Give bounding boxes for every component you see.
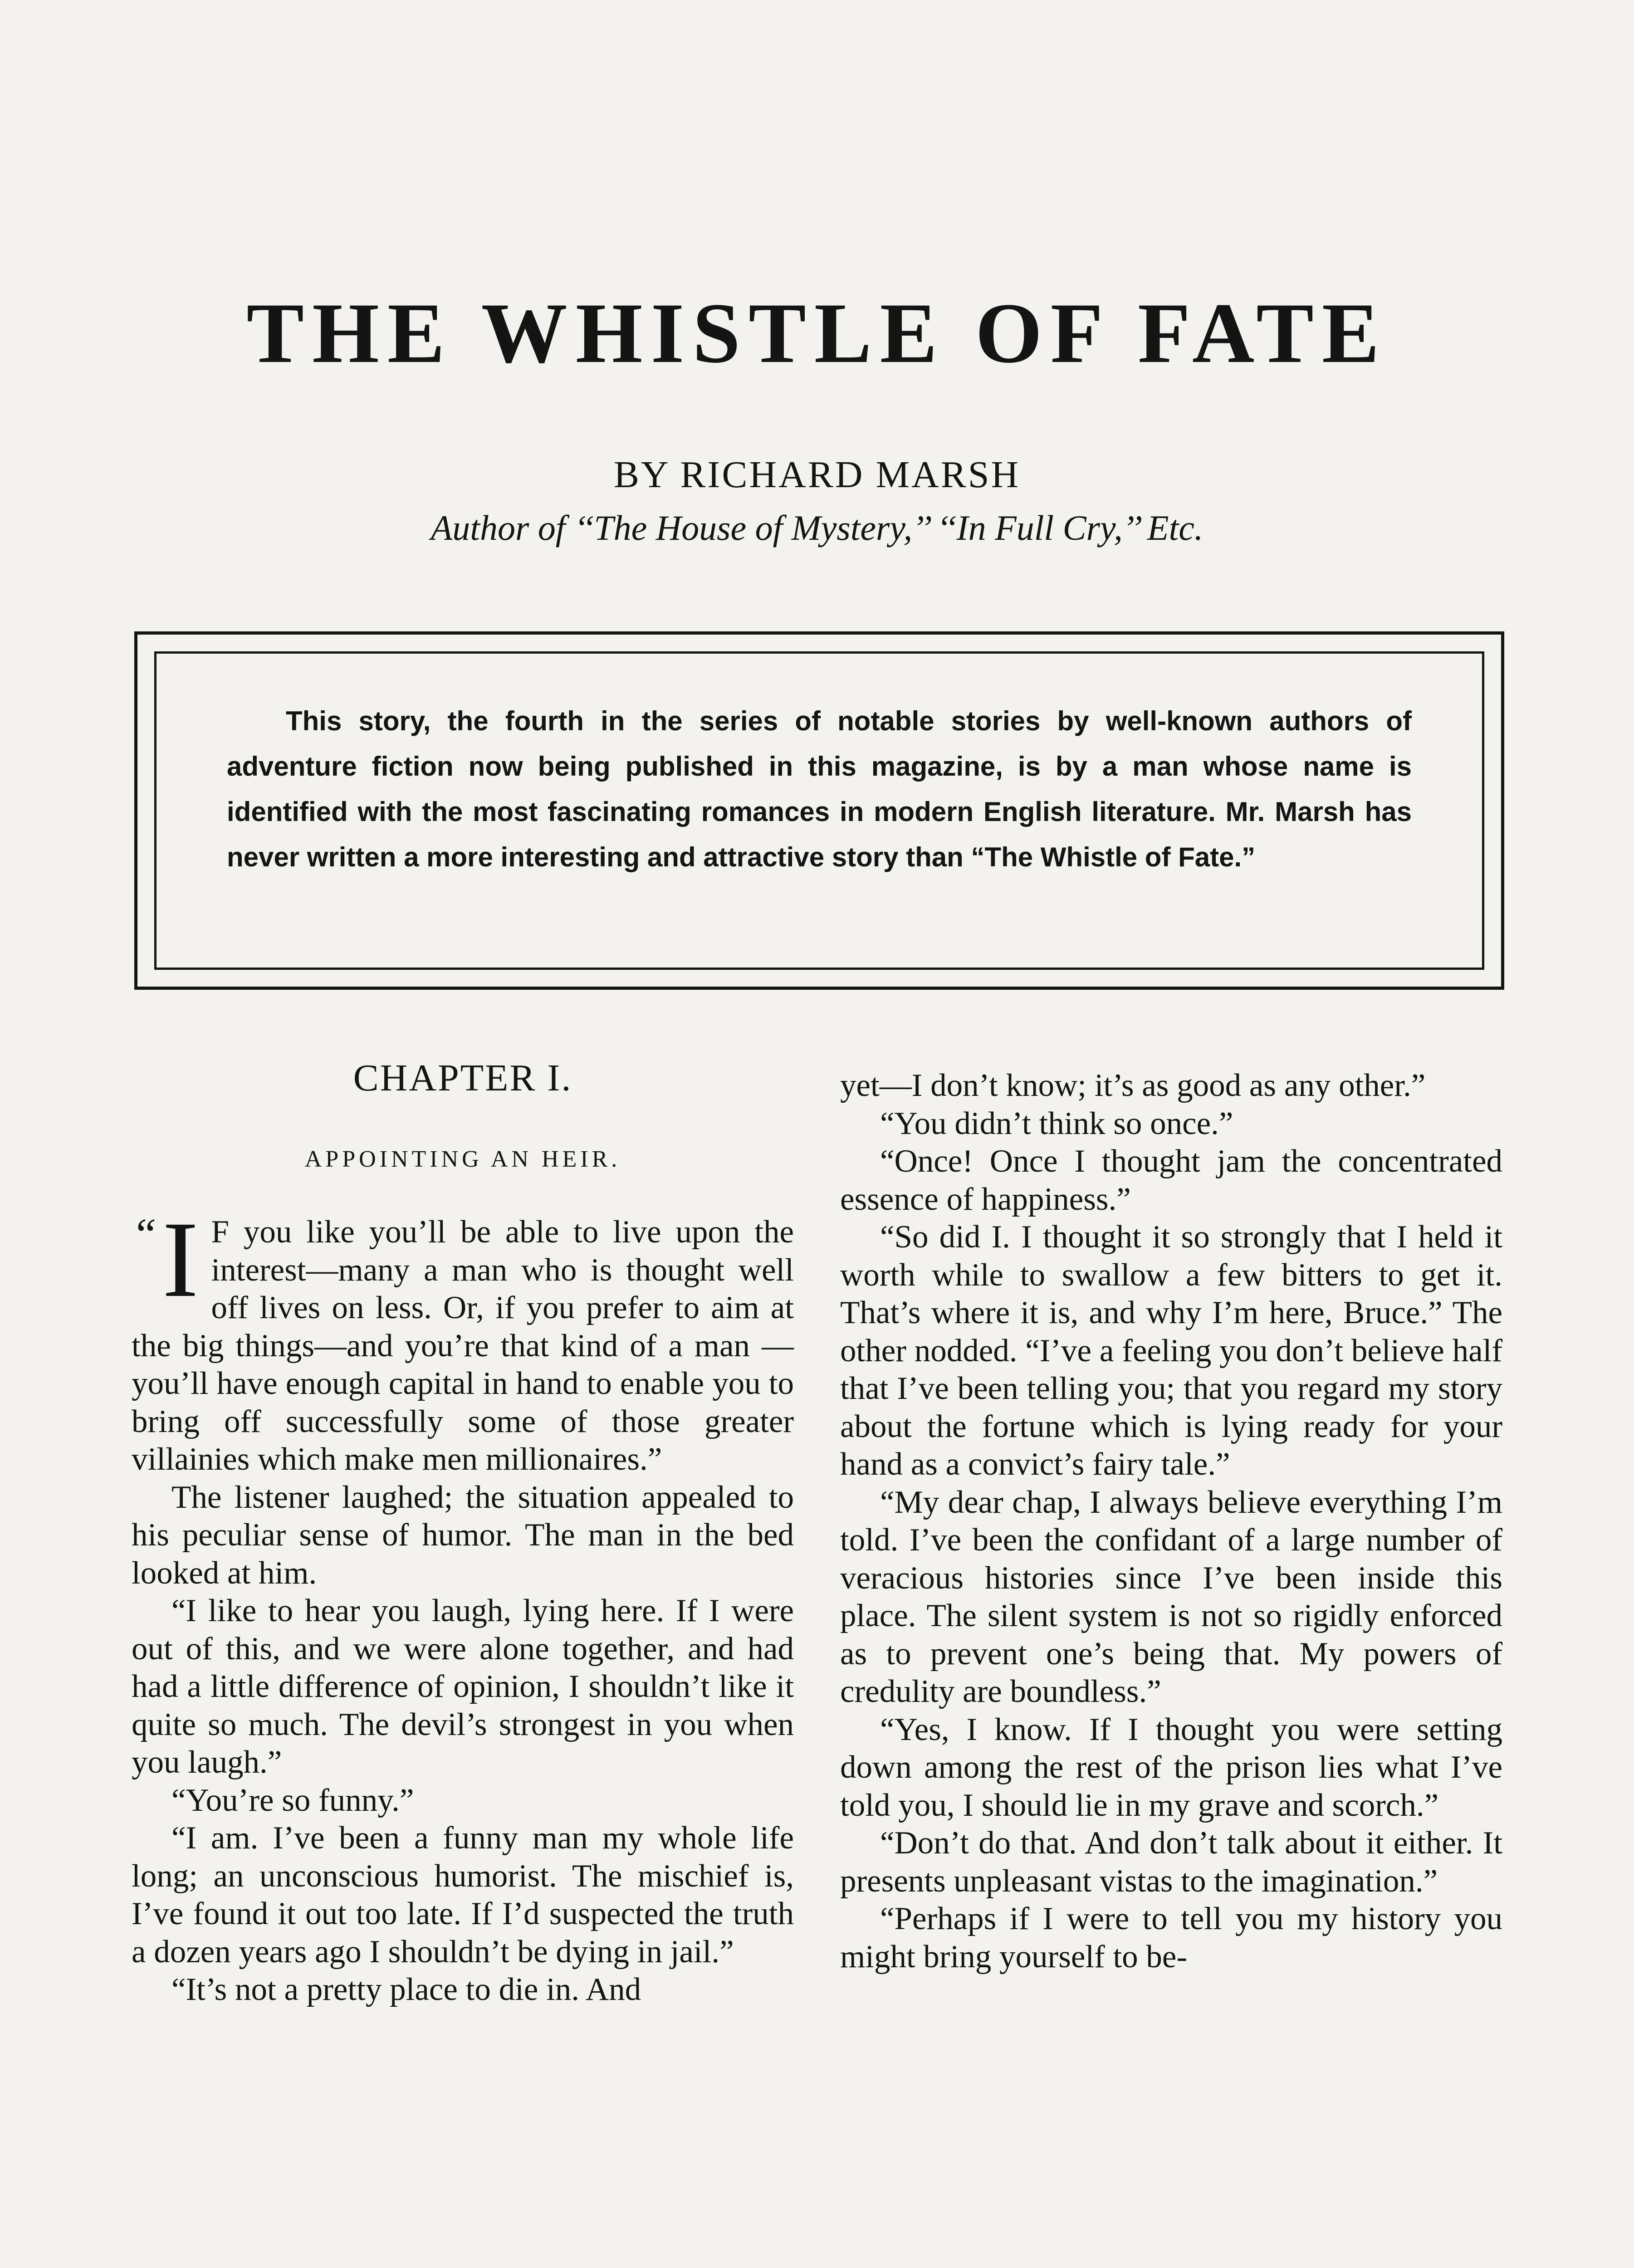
right-column bbox=[840, 1067, 1502, 1976]
author-credits: Author of ‘‘The House of Mystery,’’ ‘‘In Full Cry,’’ Etc. bbox=[431, 508, 1203, 547]
left-column bbox=[132, 1199, 794, 2009]
paragraph: “Don’t do that. And don’t talk about it either. It presents unpleasant vistas to the imagination.” bbox=[840, 1825, 1502, 1899]
opening-paragraph bbox=[132, 1199, 794, 1479]
paragraph: “So did I. I thought it so strongly that I held it worth while to swallow a few bitters to get it. That’s where it is, and why I’m here, Bruce.” The other nodded. “I’ve a feeling you don’t believe half that I’ve been telling you; that you regard my story about the fortune which is lying ready for your hand as a convict’s fairy tale.” bbox=[840, 1219, 1502, 1482]
opening-text: F you like you’ll be able to live upon the interest—many a man who is thought well off lives on less. Or, if you prefer to aim at the big things—and you’re that kind of a man —you’ll have enough capital in hand to enable you to bring off successfully some of those greater villainies which make men millionaires.” bbox=[132, 1214, 794, 1477]
paragraph: “My dear chap, I always believe everything I’m told. I’ve been the confidant of a large number of veracious histories since I’ve been inside this place. The silent system is not so rigidly enforced as to prevent one’s being that. My powers of credulity are boundless.” bbox=[840, 1484, 1502, 1709]
paragraph: “Once! Once I thought jam the concentrated essence of happiness.” bbox=[840, 1144, 1502, 1217]
paragraph: “Yes, I know. If I thought you were setting down among the rest of the prison lies what I’ve told you, I should lie in my grave and scorch.” bbox=[840, 1711, 1502, 1823]
chapter-subtitle: APPOINTING AN HEIR. bbox=[304, 1146, 621, 1172]
continued-paragraph: yet—I don’t know; it’s as good as any other.” bbox=[840, 1068, 1426, 1103]
paragraph: “Perhaps if I were to tell you my history you might bring yourself to be- bbox=[840, 1901, 1502, 1975]
paragraph: “You’re so funny.” bbox=[171, 1782, 414, 1818]
paragraph: The listener laughed; the situation appealed to his peculiar sense of humor. The man in the bed looked at him. bbox=[132, 1479, 794, 1591]
byline: BY RICHARD MARSH bbox=[613, 454, 1021, 496]
drop-quote: “ bbox=[132, 1209, 157, 1259]
paragraph: “I like to hear you laugh, lying here. If I were out of this, and we were alone together, and had had a little difference of opinion, I shouldn’t like it quite so much. The devil’s strongest in you when you laugh.” bbox=[132, 1593, 794, 1780]
editor-note: This story, the fourth in the series of notable stories by well-known authors of adventure fiction now being published in this magazine, is by a man whose name is identified with the most fascinating romances in modern English literature. Mr. Marsh has never written a more interesting and attractive story than “The Whistle of Fate.” bbox=[227, 706, 1412, 872]
paragraph: “You didn’t think so once.” bbox=[880, 1105, 1233, 1141]
paragraph: “I am. I’ve been a funny man my whole life long; an unconscious humorist. The mischief is, I’ve found it out too late. If I’d suspected the truth a dozen years ago I shouldn’t be dying in jail.” bbox=[132, 1820, 794, 1970]
story-title: THE WHISTLE OF FATE bbox=[246, 286, 1388, 381]
chapter-title: CHAPTER I. bbox=[353, 1057, 572, 1099]
paragraph: “It’s not a pretty place to die in. And bbox=[171, 1972, 641, 2007]
drop-cap: I bbox=[162, 1199, 199, 1320]
